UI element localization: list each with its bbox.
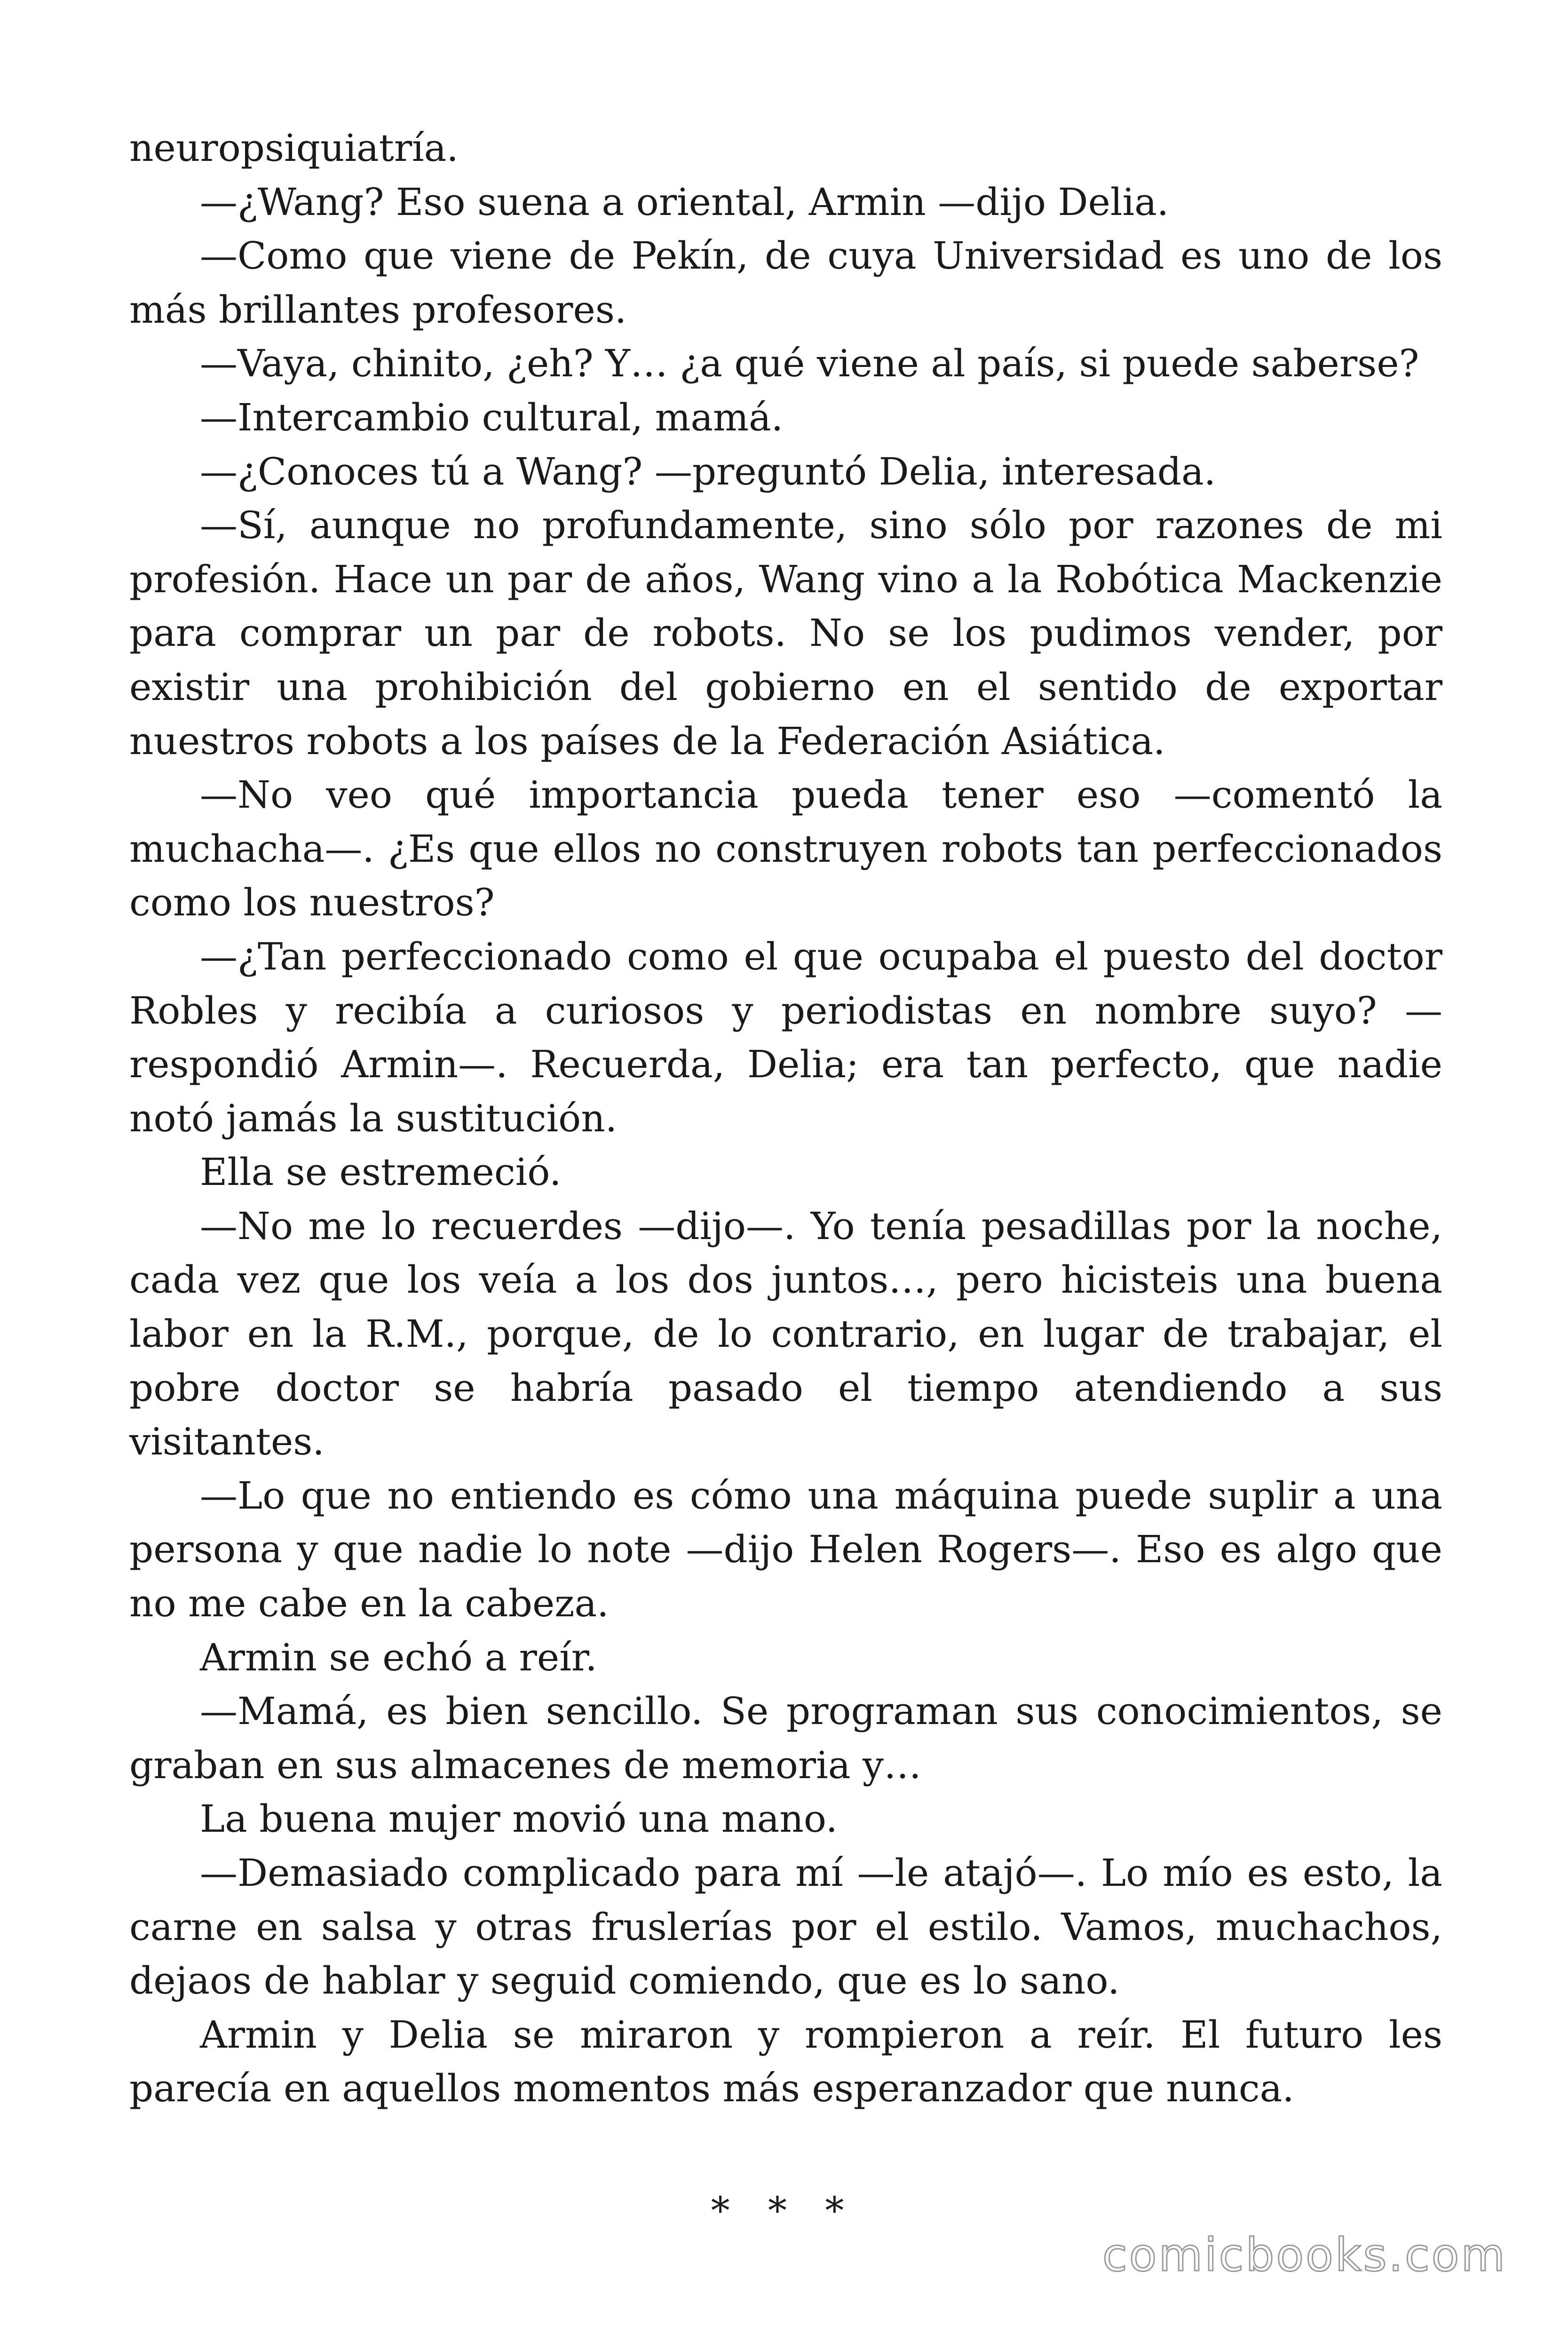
paragraph-5: —Intercambio cultural, mamá. [200,395,784,439]
paragraph-4: —Vaya, chinito, ¿eh? Y… ¿a qué viene al país, si puede saberse? [200,342,1419,386]
watermark: comicbooks.com [1102,2229,1507,2281]
paragraph-13: Armin se echó a reír. [200,1635,597,1679]
paragraph-7: —Sí, aunque no profundamente, sino sólo por razones de mi profesión. Hace un par de años, Wang vino a la Robótica Mackenzie para comprar un par de robots. No se los pudimos vender, por existir una prohibición del gobierno en el sentido de exportar nuestros robots a los países de la Federación Asiática. [129,503,1442,763]
paragraph-11: —No me lo recuerdes —dijo—. Yo tenía pesadillas por la noche, cada vez que los veía a los dos juntos…, pero hicisteis una buena labor en la R.M., porque, de lo contrario, en lugar de trabajar, el pobre doctor se habría pasado el tiempo atendiendo a sus visitantes. [129,1204,1442,1464]
paragraph-14: —Mamá, es bien sencillo. Se programan sus conocimientos, se graban en sus almacenes de memoria y… [129,1689,1442,1787]
body-text [129,121,1442,2116]
paragraph-10: Ella se estremeció. [200,1150,562,1194]
paragraph-1: neuropsiquiatría. [129,126,459,170]
paragraph-3: —Como que viene de Pekín, de cuya Universidad es uno de los más brillantes profesores. [129,234,1442,332]
section-separator: * * * [711,2189,857,2233]
paragraph-6: —¿Conoces tú a Wang? —preguntó Delia, interesada. [200,449,1216,493]
paragraph-15: La buena mujer movió una mano. [200,1797,838,1841]
paragraph-9: —¿Tan perfeccionado como el que ocupaba el puesto del doctor Robles y recibía a curiosos y periodistas en nombre suyo? — respondió Armin—. Recuerda, Delia; era tan perfecto, que nadie notó jamás la sustitución. [129,934,1442,1140]
paragraph-2: —¿Wang? Eso suena a oriental, Armin —dijo Delia. [200,180,1169,224]
paragraph-16: —Demasiado complicado para mí —le atajó—. Lo mío es esto, la carne en salsa y otras fruslerías por el estilo. Vamos, muchachos, dejaos de hablar y seguid comiendo, que es lo sano. [129,1851,1442,2003]
paragraph-17: Armin y Delia se miraron y rompieron a reír. El futuro les parecía en aquellos momentos más esperanzador que nunca. [129,2012,1442,2111]
paragraph-12: —Lo que no entiendo es cómo una máquina puede suplir a una persona y que nadie lo note —dijo Helen Rogers—. Eso es algo que no me cabe en la cabeza. [129,1473,1442,1626]
paragraph-8: —No veo qué importancia pueda tener eso —comentó la muchacha—. ¿Es que ellos no construyen robots tan perfeccionados como los nuestros? [129,773,1442,925]
